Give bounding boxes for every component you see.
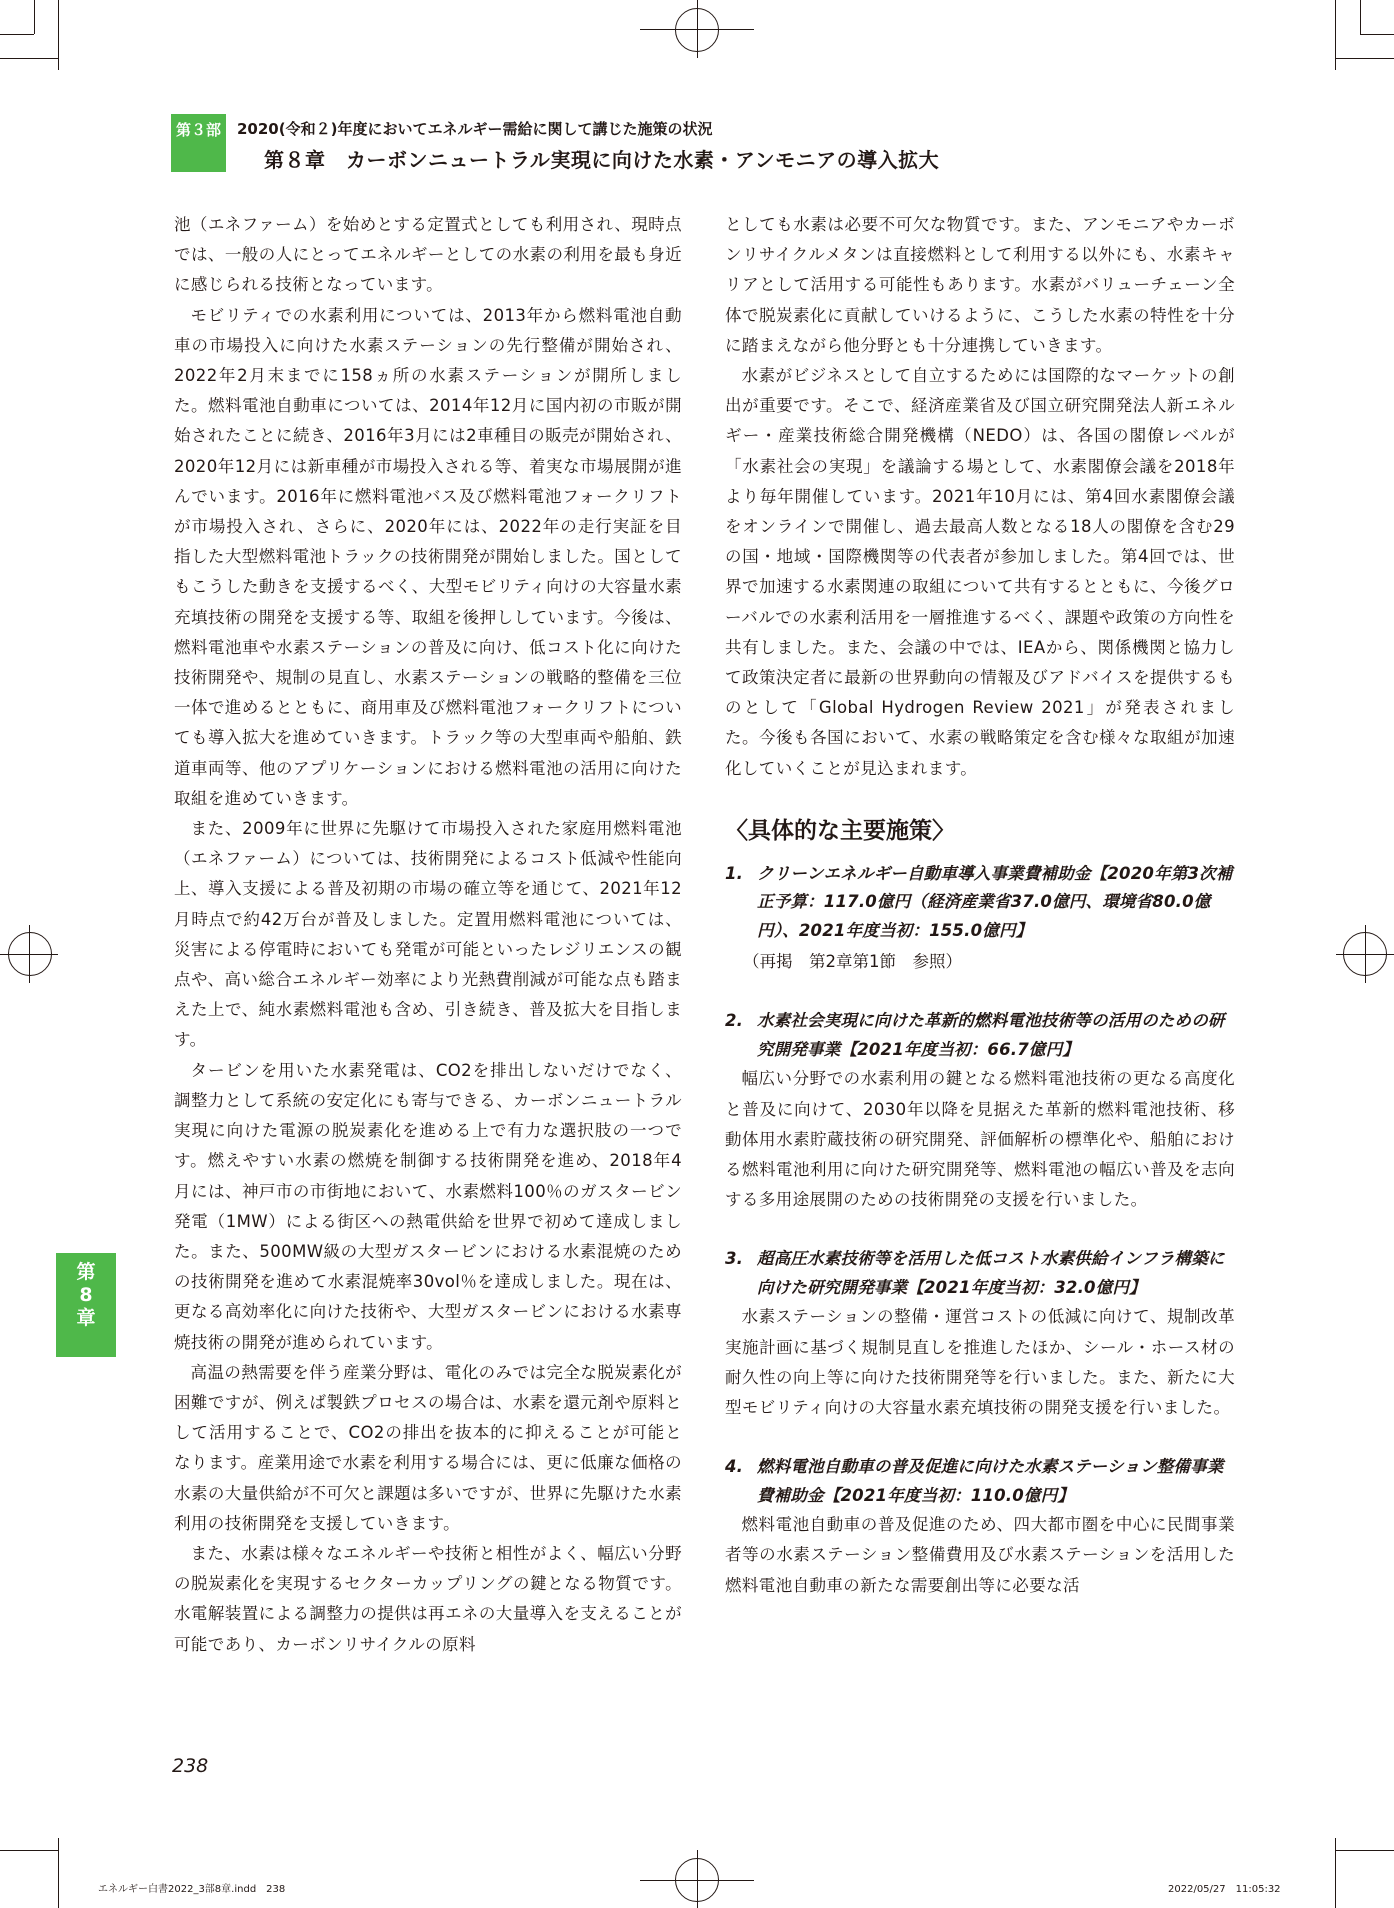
registration-circle xyxy=(1343,932,1387,976)
side-tab-line: 章 xyxy=(76,1307,96,1329)
crop-mark xyxy=(34,0,35,34)
footer-file-info: エネルギー白書2022_3部8章.indd 238 xyxy=(98,1884,286,1895)
paragraph: また、水素は様々なエネルギーや技術と相性がよく、幅広い分野の脱炭素化を実現するセクターカップリングの鍵となる物質です。水電解装置による調整力の提供は再エネの大量導入を支えることが可能であり、カーボンリサイクルの原料 xyxy=(174,1543,682,1654)
crop-mark xyxy=(1335,1838,1336,1908)
paragraph: モビリティでの水素利用については、2013年から燃料電池自動車の市場投入に向けた水素ステーションの先行整備が開始され、2022年2月末までに158ヵ所の水素ステーションが開所しました。燃料電池自動車については、2014年12月に国内初の市販が開始されたことに続き、2016年3月には2車種目の販売が開始され、2020年12月には新車種が市場投入される等、着実な市場展開が進んでいます。2016年に燃料電池バス及び燃料電池フォークリフトが市場投入され、さらに、2020年には、2022年の走行実証を目指した大型燃料電池トラックの技術開発が開始しました。国としてもこうした動きを支援するべく、大型モビリティ向けの大容量水素充填技術の開発を支援する等、取組を後押ししています。今後は、燃料電池車や水素ステーションの普及に向け、低コスト化に向けた技術開発や、規制の見直し、水素ステーションの戦略的整備を三位一体で進めるとともに、商用車及び燃料電池フォークリフトについても導入拡大を進めていきます。トラック等の大型車両や船舶、鉄道車両等、他のアプリケーションにおける燃料電池の活用に向けた取組を進めていきます。 xyxy=(174,305,682,808)
part-title: 2020(令和２)年度においてエネルギー需給に関して講じた施策の状況 xyxy=(237,120,713,138)
crop-mark xyxy=(1360,34,1394,35)
paragraph: としても水素は必要不可欠な物質です。また、アンモニアやカーボンリサイクルメタンは直接燃料として利用する以外にも、水素キャリアとして活用する可能性もあります。水素がバリューチェーン全体で脱炭素化に貢献していけるように、こうした水素の特性を十分に踏まえながら他分野とも十分連携していきます。 xyxy=(725,215,1235,355)
registration-circle xyxy=(8,932,52,976)
measure-item xyxy=(725,1453,1235,1601)
crop-mark xyxy=(1335,58,1394,59)
crop-mark xyxy=(0,1850,58,1851)
measure-title xyxy=(725,860,1235,946)
left-column xyxy=(174,210,682,1660)
measure-title xyxy=(725,1007,1235,1064)
crop-mark xyxy=(1360,0,1361,34)
measure-body: 燃料電池自動車の普及促進のため、四大都市圏を中心に民間事業者等の水素ステーション整備費用及び水素ステーションを活用した燃料電池自動車の新たな需要創出等に必要な活 xyxy=(725,1515,1235,1595)
measure-number: 2. xyxy=(725,1011,744,1031)
chapter-side-tab xyxy=(56,1253,116,1357)
measure-item xyxy=(725,860,1235,978)
part-tag: 第３部 xyxy=(171,114,226,146)
side-tab-line: 第 xyxy=(76,1261,96,1283)
chapter-title: 第８章 カーボンニュートラル実現に向けた水素・アンモニアの導入拡大 xyxy=(264,148,940,172)
measure-number: 1. xyxy=(725,863,744,883)
crop-mark xyxy=(58,1838,59,1908)
paragraph: また、2009年に世界に先駆けて市場投入された家庭用燃料電池（エネファーム）については、技術開発によるコスト低減や性能向上、導入支援による普及初期の市場の確立等を通じて、2021年12月時点で約42万台が普及しました。定置用燃料電池については、災害による停電時においても発電が可能といったレジリエンスの観点や、高い総合エネルギー効率により光熱費削減が可能な点も踏まえた上で、純水素燃料電池も含め、引き続き、普及拡大を目指します。 xyxy=(174,819,682,1050)
measure-title-text: 燃料電池自動車の普及促進に向けた水素ステーション整備事業費補助金【2021年度当初：110.0億円】 xyxy=(757,1457,1224,1505)
paragraph: タービンを用いた水素発電は、CO2を排出しないだけでなく、調整力として系統の安定化にも寄与できる、カーボンニュートラル実現に向けた電源の脱炭素化を進める上で有力な選択肢の一つです。燃えやすい水素の燃焼を制御する技術開発を進め、2018年4月には、神戸市の市街地において、水素燃料100％のガスタービン発電（1MW）による街区への熱電供給を世界で初めて達成しました。また、500MW級の大型ガスタービンにおける水素混焼のための技術開発を進めて水素混焼率30vol％を達成しました。現在は、更なる高効率化に向けた技術や、大型ガスタービンにおける水素専焼技術の開発が進められています。 xyxy=(174,1060,682,1352)
measure-body: 水素ステーションの整備・運営コストの低減に向けて、規制改革実施計画に基づく規制見直しを推進したほか、シール・ホース材の耐久性の向上等に向けた技術開発等を行いました。また、新たに大型モビリティ向けの大容量水素充填技術の開発支援を行いました。 xyxy=(725,1307,1235,1417)
measure-title xyxy=(725,1245,1235,1302)
measure-item xyxy=(725,1007,1235,1215)
measure-number: 4. xyxy=(725,1457,744,1477)
measure-reference: （再掲 第2章第1節 参照） xyxy=(743,952,962,972)
registration-circle xyxy=(675,1858,719,1902)
measure-number: 3. xyxy=(725,1249,744,1269)
crop-mark xyxy=(1335,1850,1394,1851)
page-number: 238 xyxy=(172,1755,209,1777)
measure-item xyxy=(725,1245,1235,1423)
paragraph: 水素がビジネスとして自立するためには国際的なマーケットの創出が重要です。そこで、経済産業省及び国立研究開発法人新エネルギー・産業技術総合開発機構（NEDO）は、各国の閣僚レベルが「水素社会の実現」を議論する場として、水素閣僚会議を2018年より毎年開催しています。2021年10月には、第4回水素閣僚会議をオンラインで開催し、過去最高人数となる18人の閣僚を含む29の国・地域・国際機関等の代表者が参加しました。第4回では、世界で加速する水素関連の取組について共有するとともに、今後グローバルでの水素利活用を一層推進するべく、課題や政策の方向性を共有しました。また、会議の中では、IEAから、関係機関と協力して政策決定者に最新の世界動向の情報及びアドバイスを提供するものとして「Global Hydrogen Review 2021」が発表されました。今後も各国において、水素の戦略策定を含む様々な取組が加速化していくことが見込まれます。 xyxy=(725,366,1235,778)
measure-title-text: 超高圧水素技術等を活用した低コスト水素供給インフラ構築に向けた研究開発事業【2021年度当初：32.0億円】 xyxy=(757,1249,1225,1297)
measure-body: 幅広い分野での水素利用の鍵となる燃料電池技術の更なる高度化と普及に向けて、2030年以降を見据えた革新的燃料電池技術、移動体用水素貯蔵技術の研究開発、評価解析の標準化や、船舶における燃料電池利用に向けた研究開発等、燃料電池の幅広い普及を志向する多用途展開のための技術開発の支援を行いました。 xyxy=(725,1069,1235,1210)
header-band xyxy=(171,146,226,172)
crop-mark xyxy=(0,34,34,35)
registration-circle xyxy=(675,8,719,52)
section-heading: 〈具体的な主要施策〉 xyxy=(725,817,955,844)
paragraph: 池（エネファーム）を始めとする定置式としても利用され、現時点では、一般の人にとってエネルギーとしての水素の利用を最も身近に感じられる技術となっています。 xyxy=(174,215,682,295)
paragraph: 高温の熱需要を伴う産業分野は、電化のみでは完全な脱炭素化が困難ですが、例えば製鉄プロセスの場合は、水素を還元剤や原料として活用することで、CO2の排出を抜本的に抑えることが可能となります。産業用途で水素を利用する場合には、更に低廉な価格の水素の大量供給が不可欠と課題は多いですが、世界に先駆けた水素利用の技術開発を支援していきます。 xyxy=(174,1362,682,1533)
measure-title xyxy=(725,1453,1235,1510)
crop-mark xyxy=(1335,0,1336,70)
crop-mark xyxy=(58,0,59,70)
measure-title-text: 水素社会実現に向けた革新的燃料電池技術等の活用のための研究開発事業【2021年度当初：66.7億円】 xyxy=(757,1011,1225,1059)
crop-mark xyxy=(0,58,58,59)
footer-timestamp: 2022/05/27 11:05:32 xyxy=(1168,1884,1281,1895)
measure-title-text: クリーンエネルギー自動車導入事業費補助金【2020年第3次補正予算：117.0億円（経済産業省37.0億円、環境省80.0億円）、2021年度当初：155.0億円】 xyxy=(757,863,1233,940)
right-column xyxy=(725,210,1235,1601)
side-tab-line: 8 xyxy=(79,1284,93,1306)
